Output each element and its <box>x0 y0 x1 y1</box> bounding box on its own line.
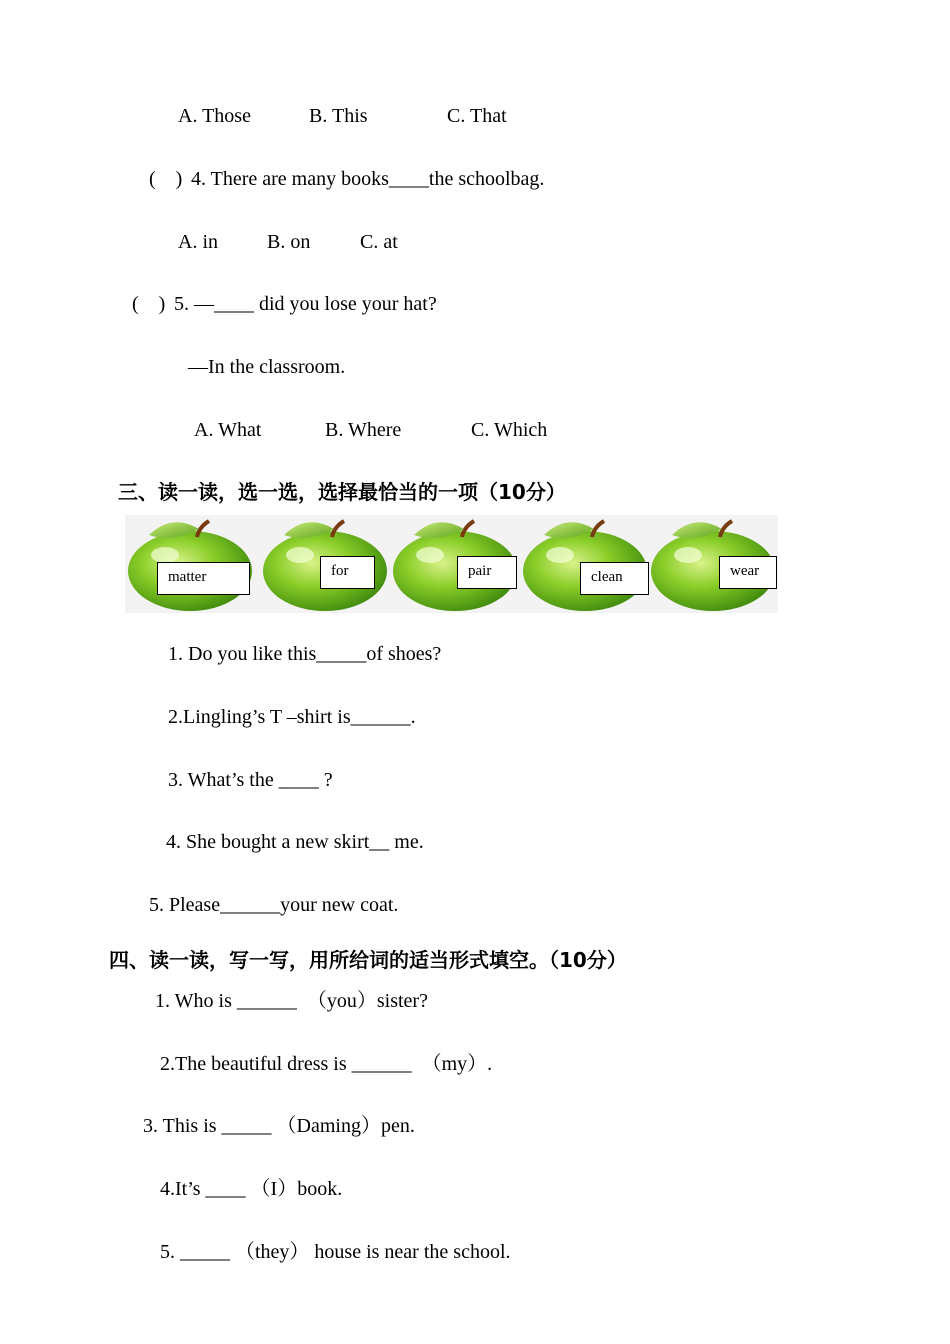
part4-question-4: 4.It’s ____ （I）book. <box>160 1178 343 1200</box>
q5-text: 5. —____ did you lose your hat? <box>174 293 437 315</box>
word-for: for <box>320 556 375 589</box>
part4-question-1: 1. Who is ______ （you）sister? <box>155 990 428 1012</box>
q4-option-c: C. at <box>360 231 398 253</box>
q3-option-c: C. That <box>447 105 507 127</box>
word-bank <box>125 515 778 613</box>
part4-question-2: 2.The beautiful dress is ______ （my）. <box>160 1053 493 1075</box>
q5-paren[interactable]: ( ) <box>132 293 166 315</box>
part3-question-2: 2.Lingling’s T –shirt is______. <box>168 706 416 728</box>
q3-option-a: A. Those <box>178 105 251 127</box>
q3-option-b: B. This <box>309 105 368 127</box>
q4-paren[interactable]: ( ) <box>149 168 183 190</box>
part3-question-3: 3. What’s the ____ ? <box>168 769 333 791</box>
q4-text: 4. There are many books____the schoolbag. <box>191 168 545 190</box>
part3-question-1: 1. Do you like this_____of shoes? <box>168 643 442 665</box>
q4-option-b: B. on <box>267 231 311 253</box>
part4-heading: 四、读一读，写一写，用所给词的适当形式填空。（10分） <box>109 948 627 972</box>
word-pair: pair <box>457 556 517 589</box>
word-clean: clean <box>580 562 649 595</box>
q5-option-a: A. What <box>194 419 262 441</box>
word-wear: wear <box>719 556 777 589</box>
q5-option-c: C. Which <box>471 419 548 441</box>
q5-option-b: B. Where <box>325 419 402 441</box>
word-matter: matter <box>157 562 250 595</box>
q4-option-a: A. in <box>178 231 218 253</box>
part3-question-4: 4. She bought a new skirt__ me. <box>166 831 424 853</box>
part3-heading: 三、读一读，选一选，选择最恰当的一项（10分） <box>118 480 566 504</box>
q5-answer: —In the classroom. <box>188 356 346 378</box>
part4-question-5: 5. _____ （they） house is near the school. <box>160 1241 511 1263</box>
part4-question-3: 3. This is _____ （Daming）pen. <box>143 1115 415 1137</box>
part3-question-5: 5. Please______your new coat. <box>149 894 399 916</box>
